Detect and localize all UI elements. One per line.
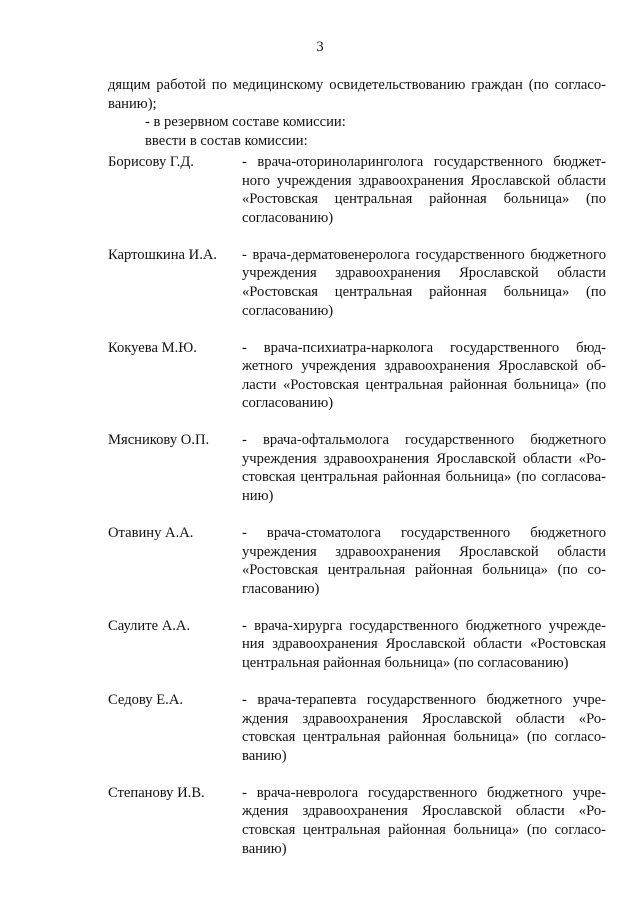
member-name: Борисову Г.Д. bbox=[108, 154, 194, 170]
member-row bbox=[108, 524, 606, 598]
member-description: - врача-психиатра-нарколога государственного бюджетного учреждения здравоохранения Ярославской области «Ростовская центральная районная больница» (по согласованию) bbox=[242, 339, 606, 412]
intro-reserve-line: - в резервном составе комиссии: bbox=[145, 114, 346, 131]
intro-paragraph bbox=[108, 76, 606, 150]
member-row bbox=[108, 617, 606, 673]
member-name: Седову Е.А. bbox=[108, 692, 184, 708]
member-row bbox=[108, 246, 606, 320]
member-description: - врача-невролога государственного бюджетного учреждения здравоохранения Ярославской области «Ростовская центральная районная больница» (по согласованию) bbox=[242, 784, 606, 857]
member-name: Степанову И.В. bbox=[108, 784, 205, 801]
member-row bbox=[108, 431, 606, 505]
page-number: 3 bbox=[316, 39, 324, 55]
member-name: Кокуева М.Ю. bbox=[108, 339, 197, 356]
member-name: Картошкина И.А. bbox=[108, 246, 218, 263]
member-description: - врача-стоматолога государственного бюджетного учреждения здравоохранения Ярославской области «Ростовская центральная районная больница» (по согласованию) bbox=[242, 525, 606, 597]
member-name: Мясникову О.П. bbox=[108, 432, 210, 449]
member-row bbox=[108, 153, 606, 227]
intro-line-2: ванию); bbox=[108, 95, 157, 112]
member-row bbox=[108, 784, 606, 858]
member-row bbox=[108, 339, 606, 413]
member-description: - врача-оториноларинголога государственного бюджетного учреждения здравоохранения Ярославской области «Ростовская центральная районная больница» (по согласованию) bbox=[242, 154, 606, 226]
intro-include-line: ввести в состав комиссии: bbox=[145, 132, 308, 149]
member-description: - врача-офтальмолога государственного бюджетного учреждения здравоохранения Ярославской области «Ростовская центральная районная больница» (по согласованию) bbox=[242, 432, 606, 505]
member-description: - врача-дерматовенеролога государственного бюджетного учреждения здравоохранения Ярославской области «Ростовская центральная районная больница» (по согласованию) bbox=[242, 246, 606, 319]
commission-members-list bbox=[108, 153, 606, 877]
member-row bbox=[108, 691, 606, 765]
member-description: - врача-терапевта государственного бюджетного учреждения здравоохранения Ярославской области «Ростовская центральная районная больница» (по согласованию) bbox=[242, 692, 606, 764]
member-name: Отавину А.А. bbox=[108, 525, 194, 542]
intro-line-1: дящим работой по медицинскому освидетельствованию граждан (по согласо- bbox=[108, 77, 606, 93]
member-name: Саулите А.А. bbox=[108, 617, 191, 634]
member-description: - врача-хирурга государственного бюджетного учреждения здравоохранения Ярославской области «Ростовская центральная районная больница» (по согласованию) bbox=[242, 617, 606, 672]
